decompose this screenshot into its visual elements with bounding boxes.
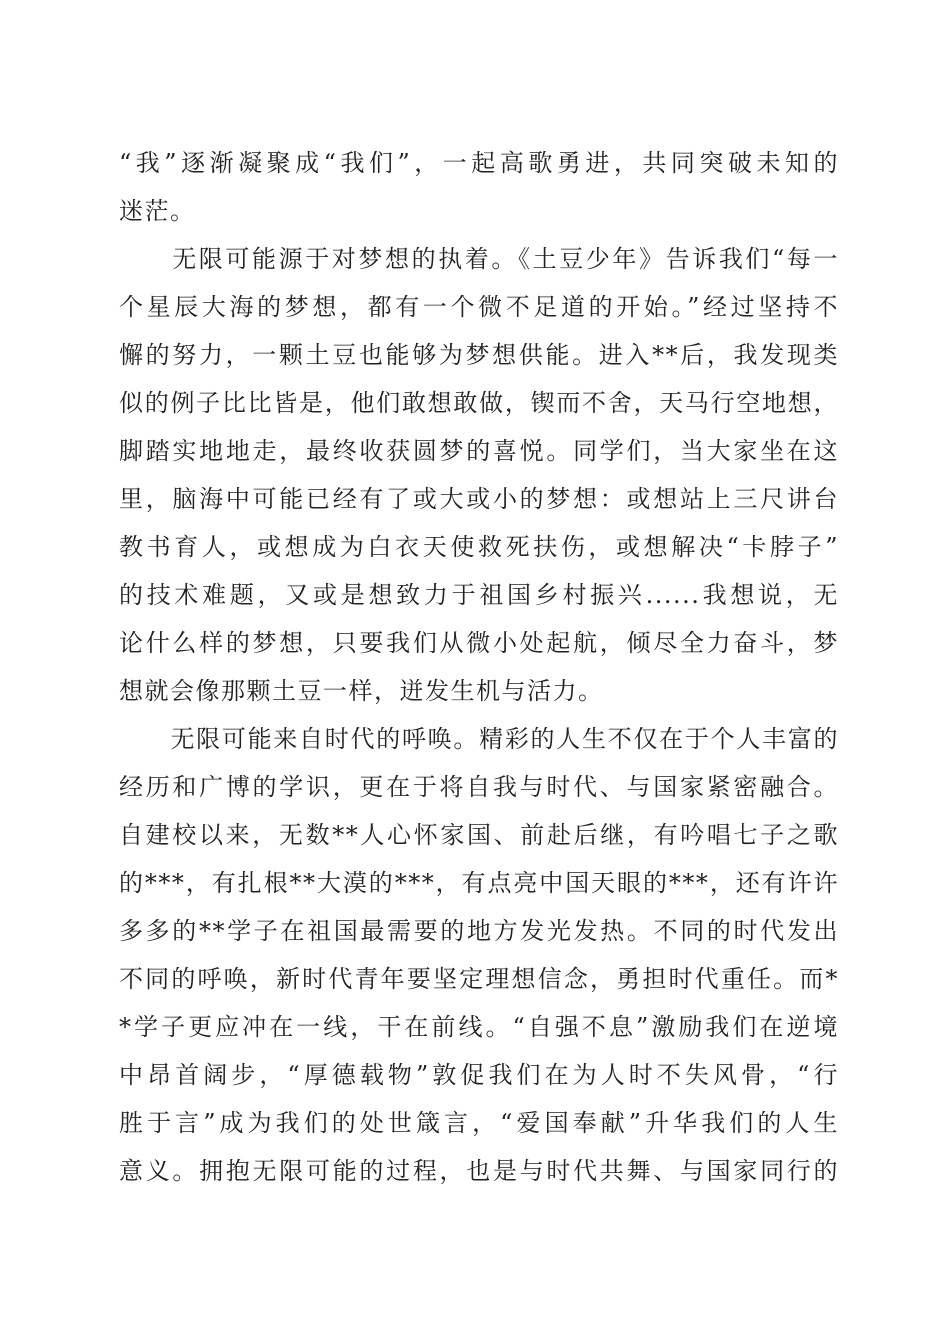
text-line: 的技术难题，又或是想致力于祖国乡村振兴......我想说，无	[119, 581, 839, 609]
text-line: 的***，有扎根**大漠的***，有点亮中国天眼的***，还有许许	[119, 869, 839, 897]
body-text	[119, 139, 839, 1195]
text-line: 意义。拥抱无限可能的过程，也是与时代共舞、与国家同行的	[119, 1157, 839, 1185]
text-line: 脚踏实地地走，最终收获圆梦的喜悦。同学们，当大家坐在这	[119, 437, 839, 465]
text-line: “我”逐渐凝聚成“我们”，一起高歌勇进，共同突破未知的	[119, 149, 839, 177]
text-line: 无限可能源于对梦想的执着。《土豆少年》告诉我们“每一	[119, 245, 839, 273]
text-line: 想就会像那颗土豆一样，迸发生机与活力。	[119, 677, 604, 705]
text-line: 胜于言”成为我们的处世箴言，“爱国奉献”升华我们的人生	[119, 1109, 839, 1137]
text-line: *学子更应冲在一线，干在前线。“自强不息”激励我们在逆境	[119, 1013, 839, 1041]
text-line: 无限可能来自时代的呼唤。精彩的人生不仅在于个人丰富的	[119, 725, 839, 753]
text-line: 迷茫。	[119, 197, 196, 225]
text-line: 自建校以来，无数**人心怀家国、前赴后继，有吟唱七子之歌	[119, 821, 839, 849]
text-line: 不同的呼唤，新时代青年要坚定理想信念，勇担时代重任。而*	[119, 965, 839, 993]
text-line: 个星辰大海的梦想，都有一个微不足道的开始。”经过坚持不	[119, 293, 839, 321]
text-line: 中昂首阔步，“厚德载物”敦促我们在为人时不失风骨，“行	[119, 1061, 839, 1089]
text-line: 经历和广博的学识，更在于将自我与时代、与国家紧密融合。	[119, 773, 839, 801]
text-line: 论什么样的梦想，只要我们从微小处起航，倾尽全力奋斗，梦	[119, 629, 839, 657]
text-line: 懈的努力，一颗土豆也能够为梦想供能。进入**后，我发现类	[119, 341, 839, 369]
text-line: 多多的**学子在祖国最需要的地方发光发热。不同的时代发出	[119, 917, 839, 945]
text-line: 似的例子比比皆是，他们敢想敢做，锲而不舍，天马行空地想，	[119, 389, 839, 417]
text-line: 里，脑海中可能已经有了或大或小的梦想：或想站上三尺讲台	[119, 485, 839, 513]
text-line: 教书育人，或想成为白衣天使救死扶伤，或想解决“卡脖子”	[119, 533, 839, 561]
